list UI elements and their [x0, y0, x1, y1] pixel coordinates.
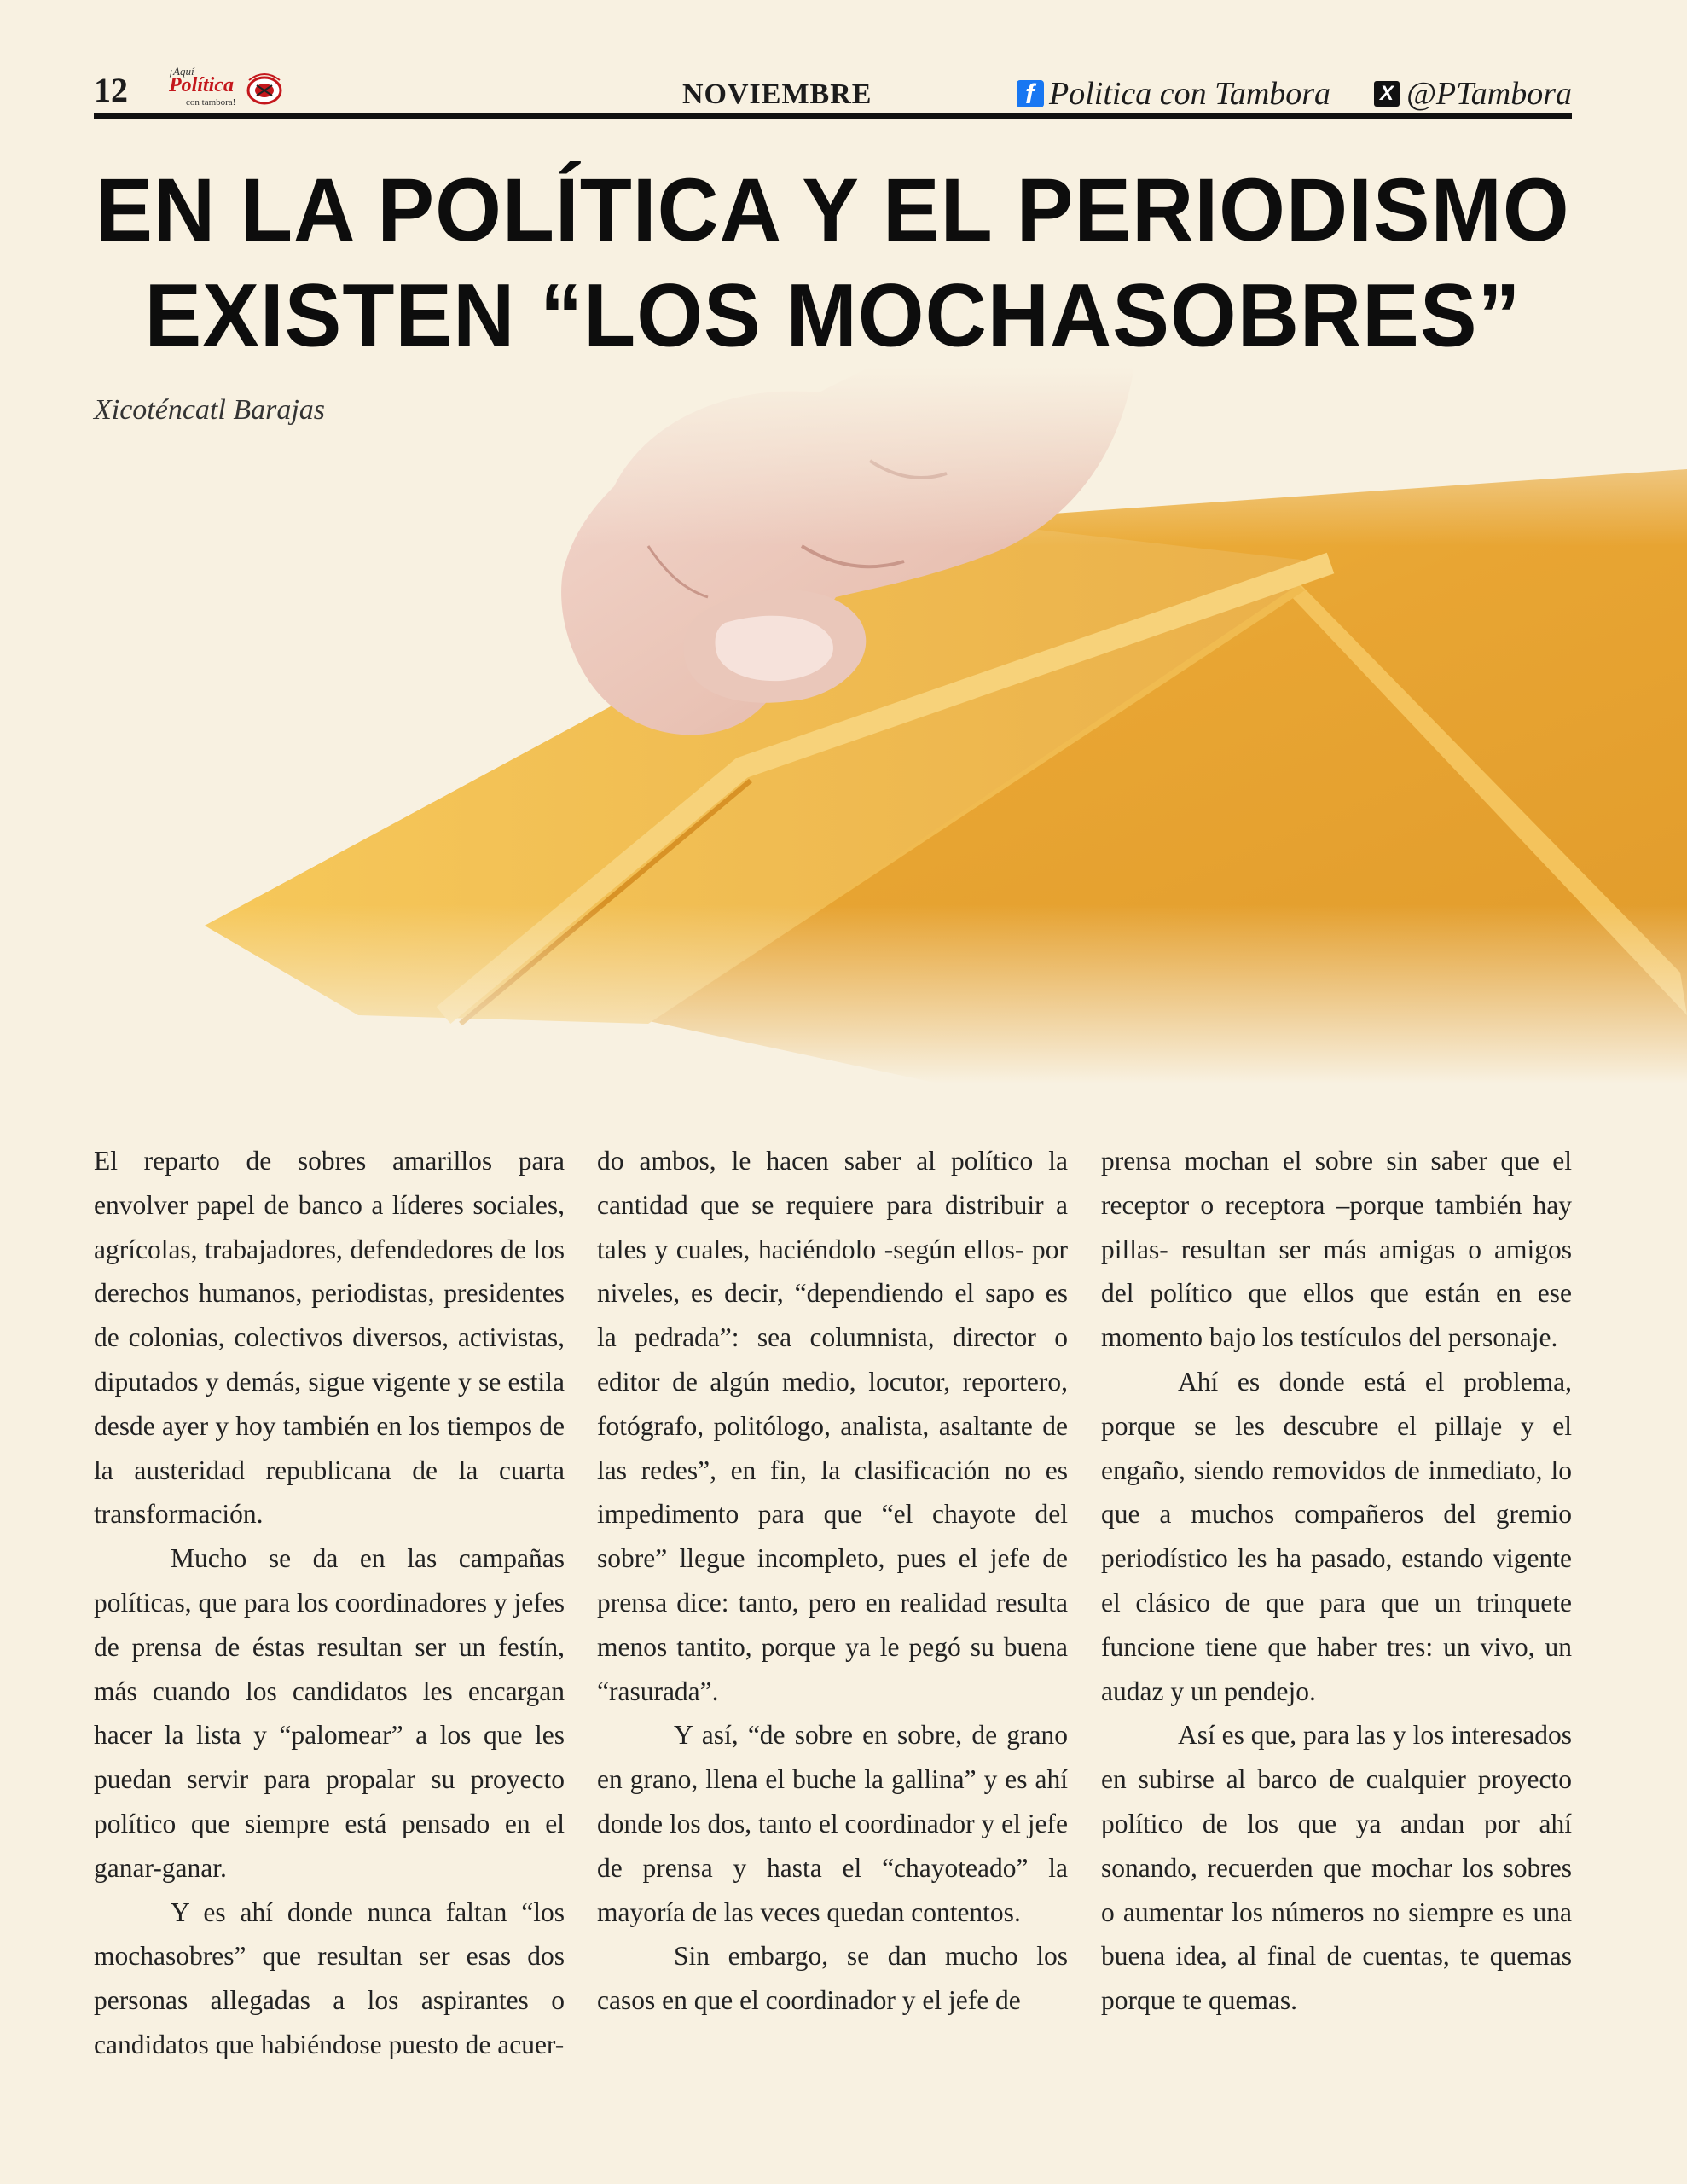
column-2 [597, 1139, 1068, 2023]
drum-emblem-icon [246, 72, 283, 106]
x-link[interactable] [1374, 75, 1572, 113]
logo-line-3: con tambora! [186, 97, 236, 107]
headline-line-1: EN LA POLÍTICA Y EL PERIODISMO [96, 160, 1570, 260]
logo-line-1: ¡Aquí [169, 65, 194, 78]
headline-line-2: EXISTEN “LOS MOCHASOBRES” [144, 265, 1522, 366]
paragraph: prensa mochan el sobre sin saber que el receptor o receptora –porque también hay pillas- resultan ser más amigas o amigos del político que ellos que están en ese momento bajo los testículos del personaje. [1101, 1146, 1572, 1353]
paragraph: Ahí es donde está el problema, porque se les descubre el pillaje y el engaño, siendo removidos de inmediato, lo que a muchos compañeros del gremio periodístico les ha pasado, estando vigente el clásico de que para que un trinquete funcione tiene que haber tres: un vivo, un audaz y un pendejo. [1101, 1366, 1572, 1706]
column-3 [1101, 1139, 1572, 2023]
facebook-link[interactable] [1017, 75, 1330, 113]
paragraph: Y así, “de sobre en sobre, de grano en grano, llena el buche la gallina” y es ahí donde los dos, tanto el coordinador y el jefe de prensa y hasta el “chayoteado” la mayoría de las veces quedan contentos. [597, 1720, 1068, 1927]
column-1 [94, 1139, 565, 2067]
paragraph: do ambos, le hacen saber al político la cantidad que se requiere para distribuir a tales y cuales, haciéndolo -según ellos- por niveles, es decir, “dependiendo el sapo es la pedrada”: sea columnista, director o editor de algún medio, locutor, reportero, fotógrafo, politólogo, analista, asaltante de las redes”, en fin, la clasificación no es impedimento para que “el chayote del sobre” llegue incompleto, pues el jefe de prensa dice: tanto, pero en realidad resulta menos tantito, porque ya le pegó su buena “rasurada”. [597, 1146, 1068, 1706]
paragraph: Y es ahí donde nunca faltan “los mochasobres” que resultan ser esas dos personas allegadas a los aspirantes o candidatos que habiéndose puesto de acuer- [94, 1896, 565, 2059]
issue-month: NOVIEMBRE [682, 78, 872, 110]
paragraph: El reparto de sobres amarillos para envolver papel de banco a líderes sociales, agrícolas, trabajadores, defendedores de los derechos humanos, periodistas, presidentes de colonias, colectivos diversos, activistas, diputados y demás, sigue vigente y se estila desde ayer y hoy también en los tiempos de la austeridad republicana de la cuarta transformación. [94, 1146, 565, 1530]
page-header [94, 67, 1572, 118]
facebook-page-name: Politica con Tambora [1049, 76, 1331, 112]
paragraph: Sin embargo, se dan mucho los casos en que el coordinador y el jefe de [597, 1941, 1068, 2016]
article-author: Xicoténcatl Barajas [94, 394, 326, 426]
article-headline [94, 157, 1572, 369]
paragraph: Así es que, para las y los interesados en subirse al barco de cualquier proyecto político de los que ya andan por ahí sonando, recuerden que mochar los sobres o aumentar los números no siempre es una buena idea, al final de cuentas, te quemas porque te quemas. [1101, 1720, 1572, 2016]
newspaper-logo [160, 67, 288, 111]
hand-opening-envelope-illustration [0, 367, 1687, 1083]
header-divider [94, 113, 1572, 119]
logo-line-2: Política [169, 74, 234, 96]
x-icon: X [1374, 81, 1400, 107]
x-handle: @PTambora [1406, 76, 1572, 112]
page-number: 12 [94, 71, 128, 109]
paragraph: Mucho se da en las campañas políticas, que para los coordinadores y jefes de prensa de éstas resultan ser un festín, más cuando los candidatos les encargan hacer la lista y “palomear” a los que les puedan servir para propalar su proyecto político que siempre está pensado en el ganar-ganar. [94, 1543, 565, 1883]
facebook-icon: f [1017, 80, 1044, 107]
